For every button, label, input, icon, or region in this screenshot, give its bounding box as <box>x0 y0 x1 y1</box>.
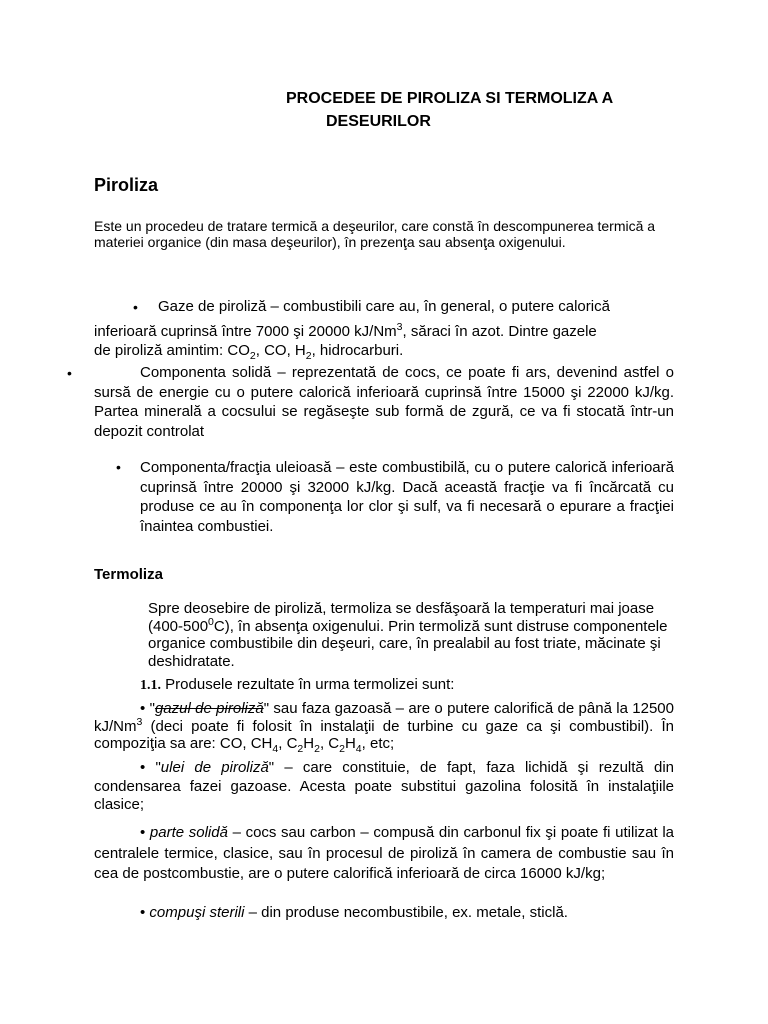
gaze-piroliza-continuation: inferioară cuprinsă între 7000 şi 20000 kJ/Nm$^3$, săraci în azot. Dintre gazele de piroliză amintim: $CO_2$, CO, $H_2$, hidrocarburi. <box>94 321 597 362</box>
componenta-uleioasa-paragraph: Componenta/fracţia uleioasă – este combustibilă, cu o putere calorică inferioară cuprinsă între 20000 şi 32000 kJ/kg. Dacă această fracţie va fi încărcată cu produse ce au în componenţa lor clor şi sulf, va fi necesară o epurare a fracţiei înaintea combustiei. <box>140 459 674 535</box>
gazul-de-piroliza-paragraph: • "gazul de piroliză" sau faza gazoasă – are o putere calorifică de până la 12500 kJ/Nm$^3$ (deci poate fi folosit în instalaţii de turbine cu gaze ca şi combustibil). În compoziţia sa are: CO, $CH_4$, $C_2H_2$, $C_2H_4$, etc; <box>94 700 674 755</box>
bullet-icon: • <box>133 299 138 315</box>
ulei-de-piroliza-paragraph: • "ulei de piroliză" – care constituie, de fapt, faza lichidă şi rezultă din condensarea fazei gazoase. Acesta poate substitui gazolina folosită în instalaţiile clasice; <box>94 759 674 813</box>
parte-solida-paragraph: • parte solidă – cocs sau carbon – compusă din carbonul fix şi poate fi utilizat la centralele termice, clasice, sau în procesul de piroliză în camera de combustie sau în cea de postcombustie, are o putere calorifică inferioară de circa 16000 kJ/kg; <box>94 824 674 882</box>
document-title-line2: DESEURILOR <box>326 113 431 130</box>
compusi-sterili-paragraph: • compuşi sterili – din produse necombustibile, ex. metale, sticlă. <box>140 904 568 921</box>
bullet-icon: • <box>67 365 72 381</box>
piroliza-intro-paragraph: Este un procedeu de tratare termică a deşeurilor, care constă în descompunerea termică a materiei organice (din masa deşeurilor), în prezenţa sau absenţa oxigenului. <box>94 218 656 250</box>
section-heading-piroliza: Piroliza <box>94 175 159 195</box>
bullet-icon: • <box>116 459 121 475</box>
produse-rezultate-line: 1.1. Produsele rezultate în urma termolizei sunt: <box>140 676 455 693</box>
termoliza-intro-paragraph: Spre deosebire de piroliză, termoliza se desfăşoară la temperaturi mai joase $(400-500^0C)$, în absenţa oxigenului. Prin termoliză sunt distruse componentele organice combustibile din deşeuri, care, în prealabil au fost triate, măcinate şi deshidratate. <box>148 600 668 670</box>
section-heading-termoliza: Termoliza <box>94 566 163 583</box>
document-title-line1: PROCEDEE DE PIROLIZA SI TERMOLIZA A <box>286 90 614 107</box>
gaze-piroliza-line1: Gaze de piroliză – combustibili care au, în general, o putere calorică <box>158 298 610 315</box>
componenta-solida-paragraph: Componenta solidă – reprezentată de cocs, ce poate fi ars, devenind astfel o sursă de energie cu o putere calorică inferioară cuprinsă între 15000 şi 22000 kJ/kg. Partea minerală a cocsului se regăseşte sub formă de zgură, ce va fi stocată într-un depozit controlat <box>94 364 674 440</box>
